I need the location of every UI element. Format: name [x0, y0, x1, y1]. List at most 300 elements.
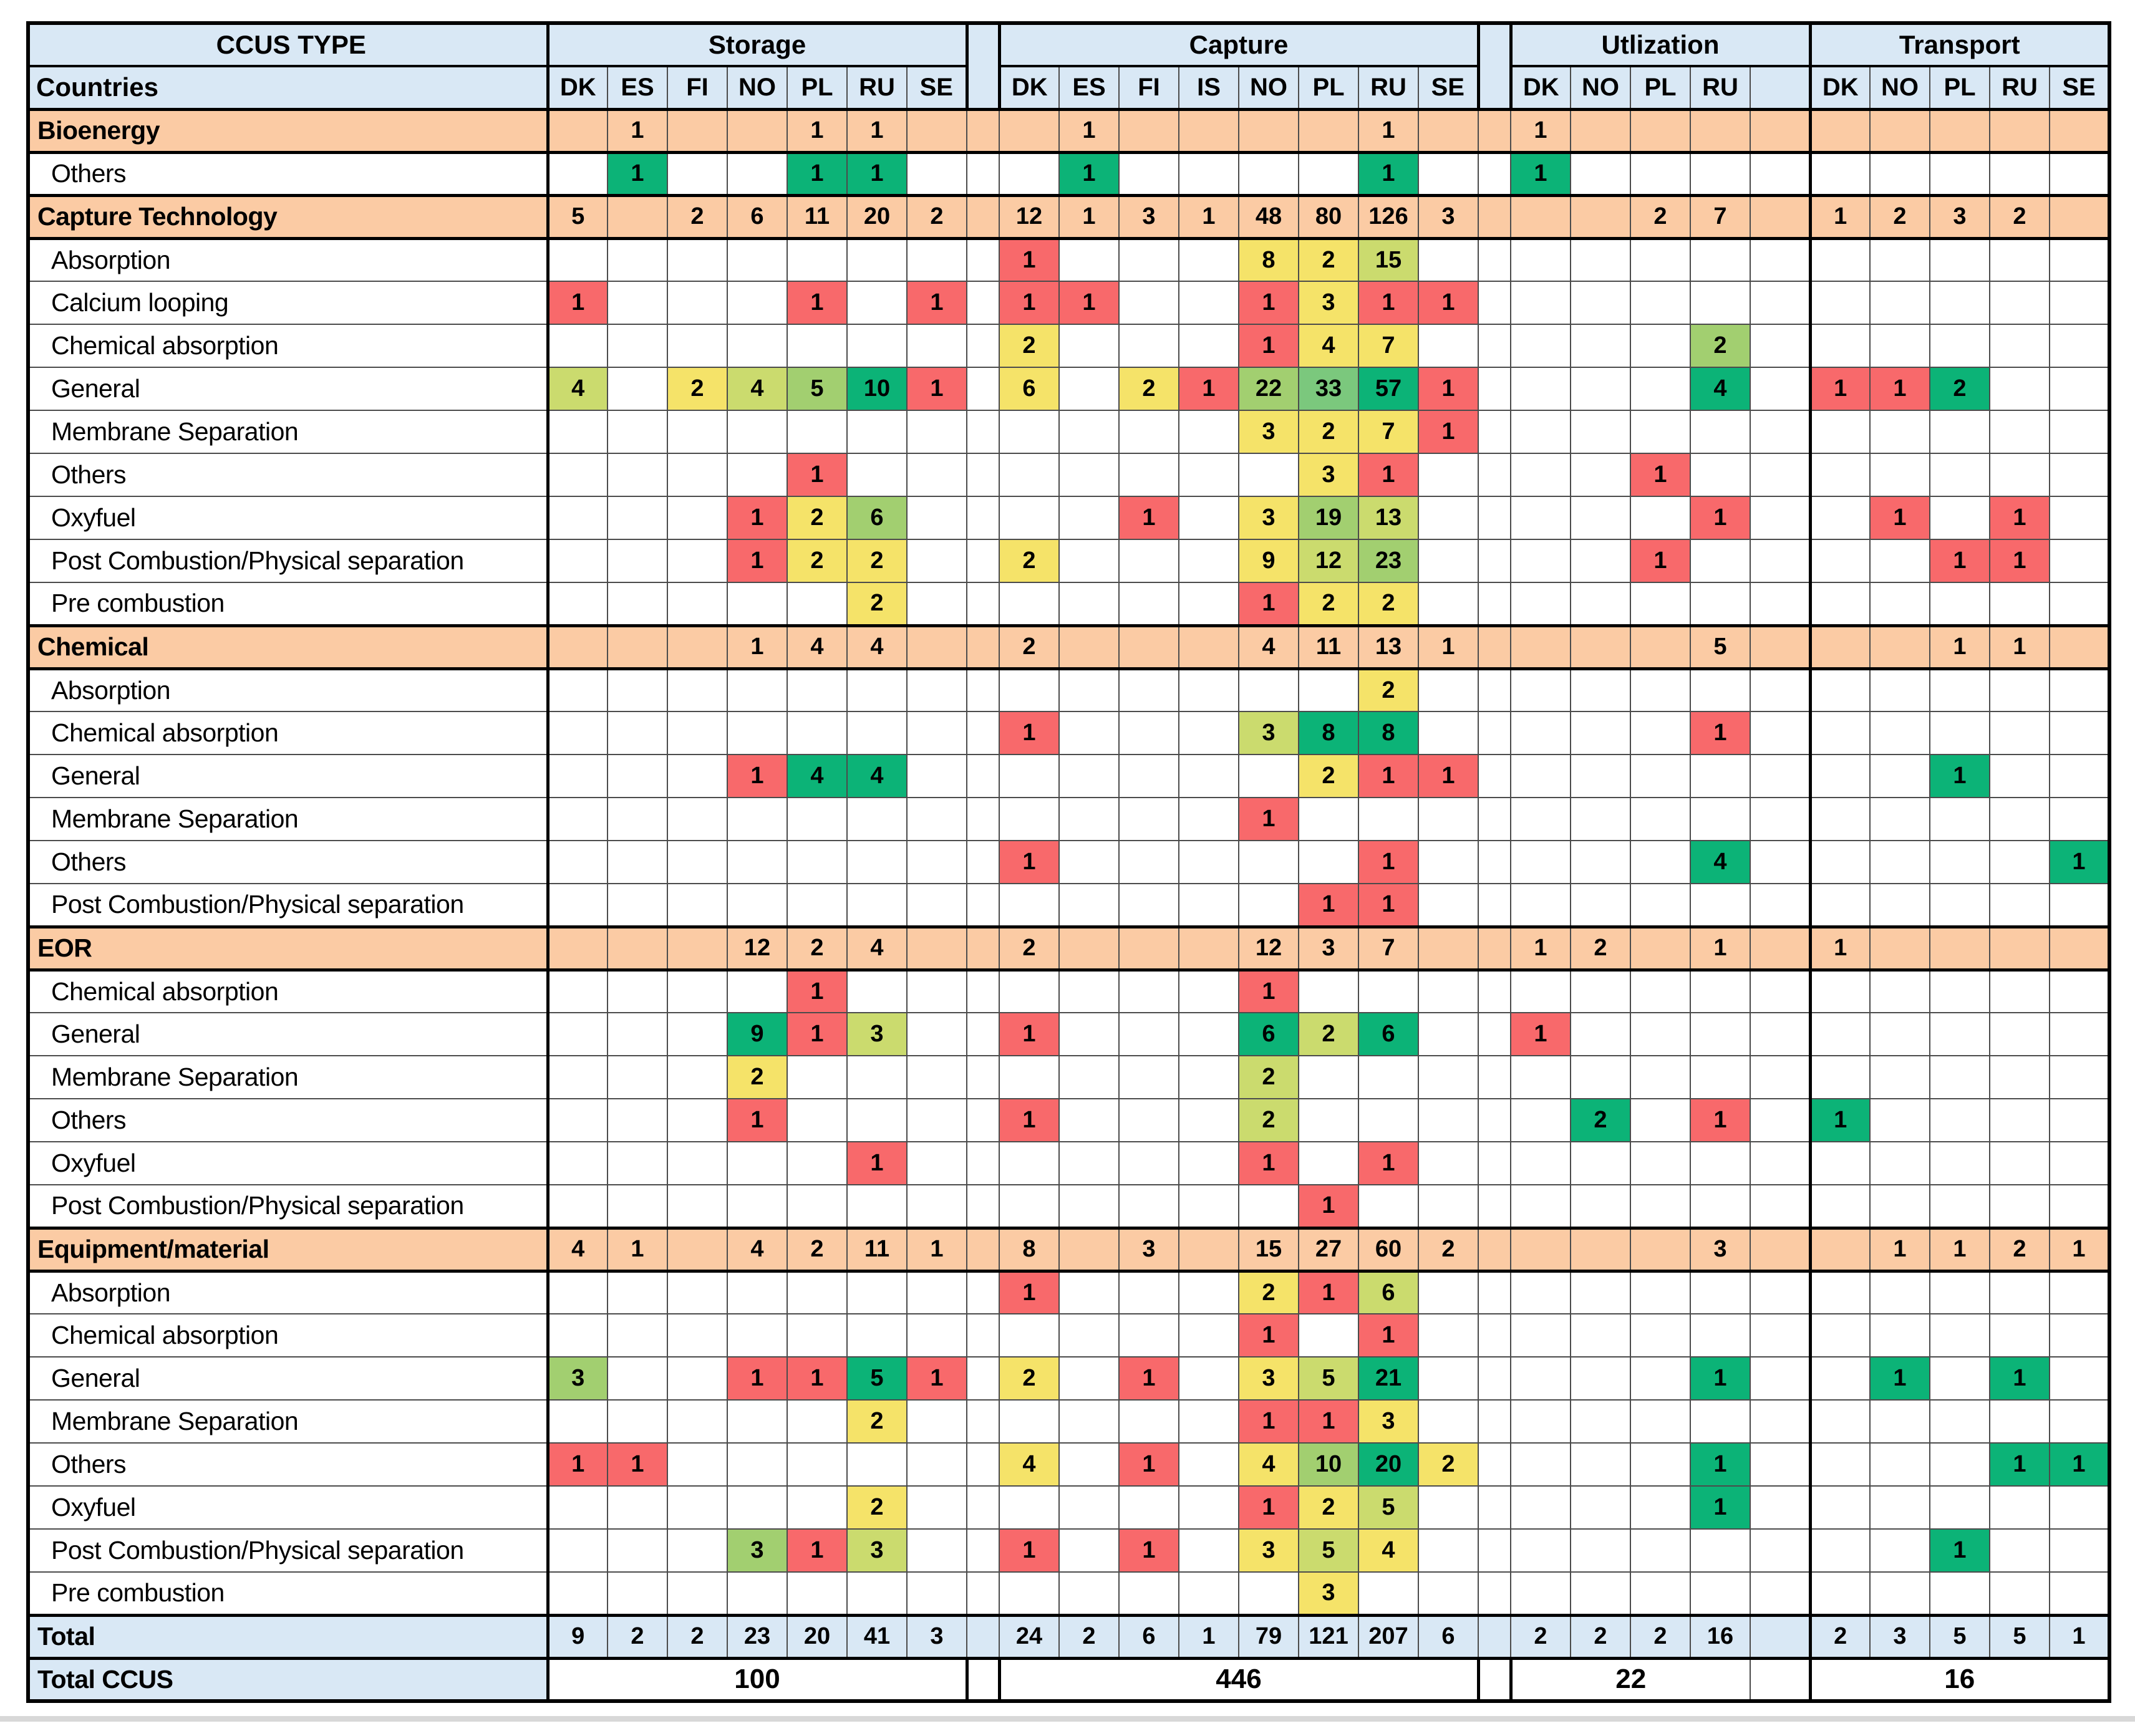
- empty-cell: [608, 927, 667, 970]
- empty-cell: [1630, 927, 1690, 970]
- empty-cell: [1119, 841, 1179, 884]
- gap-column: [1478, 1099, 1511, 1142]
- row-label: Capture Technology: [28, 195, 548, 238]
- empty-cell: [1418, 1314, 1478, 1357]
- empty-cell: [608, 1271, 667, 1314]
- value-cell: 10: [1299, 1443, 1358, 1486]
- empty-cell: [1179, 238, 1239, 281]
- empty-cell: [667, 539, 727, 582]
- table-row: [28, 668, 2109, 711]
- empty-cell: [1690, 1529, 1750, 1572]
- empty-cell: [1870, 884, 1930, 927]
- table-row: [28, 970, 2109, 1013]
- empty-cell: [1299, 841, 1358, 884]
- value-cell: 48: [1239, 195, 1299, 238]
- empty-cell: [1750, 1443, 1810, 1486]
- empty-cell: [1179, 1013, 1239, 1056]
- empty-cell: [1990, 1056, 2050, 1099]
- value-cell: 1: [1059, 281, 1119, 324]
- empty-cell: [999, 1056, 1059, 1099]
- empty-cell: [667, 453, 727, 496]
- empty-cell: [1870, 1443, 1930, 1486]
- gap-column: [1478, 23, 1511, 109]
- empty-cell: [787, 582, 847, 625]
- value-cell: 1: [2050, 1443, 2109, 1486]
- country-header: FI: [667, 66, 727, 109]
- empty-cell: [1299, 109, 1358, 152]
- empty-cell: [1810, 884, 1870, 927]
- empty-cell: [548, 841, 608, 884]
- empty-cell: [2050, 711, 2109, 755]
- total-ccus-transport: 16: [1810, 1658, 2109, 1701]
- country-header: RU: [847, 66, 907, 109]
- value-cell: 2: [847, 1486, 907, 1529]
- empty-cell: [1511, 281, 1571, 324]
- empty-cell: [1810, 711, 1870, 755]
- value-cell: 1: [787, 1357, 847, 1400]
- empty-cell: [667, 755, 727, 798]
- empty-cell: [907, 1400, 967, 1443]
- empty-cell: [1930, 453, 1990, 496]
- value-cell: 3: [1239, 410, 1299, 453]
- empty-cell: [1630, 1443, 1690, 1486]
- empty-cell: [1179, 1056, 1239, 1099]
- empty-cell: [1571, 1271, 1630, 1314]
- country-header: DK: [548, 66, 608, 109]
- value-cell: 1: [727, 755, 787, 798]
- empty-cell: [1119, 1486, 1179, 1529]
- empty-cell: [787, 798, 847, 841]
- gap-column: [1478, 1056, 1511, 1099]
- empty-cell: [1690, 281, 1750, 324]
- empty-cell: [1418, 1572, 1478, 1615]
- empty-cell: [727, 711, 787, 755]
- gap-column: [967, 539, 999, 582]
- empty-cell: [1990, 238, 2050, 281]
- value-cell: 3: [1299, 453, 1358, 496]
- empty-cell: [727, 109, 787, 152]
- gap-column: [967, 1572, 999, 1615]
- empty-cell: [907, 841, 967, 884]
- empty-cell: [907, 109, 967, 152]
- empty-cell: [847, 1056, 907, 1099]
- empty-cell: [727, 884, 787, 927]
- value-cell: 2: [1571, 1615, 1630, 1658]
- empty-cell: [1990, 841, 2050, 884]
- empty-cell: [1179, 711, 1239, 755]
- empty-cell: [1930, 884, 1990, 927]
- empty-cell: [1630, 152, 1690, 195]
- empty-cell: [667, 1228, 727, 1271]
- gap-column: [967, 410, 999, 453]
- empty-cell: [1418, 711, 1478, 755]
- empty-cell: [2050, 582, 2109, 625]
- empty-cell: [608, 1099, 667, 1142]
- empty-cell: [608, 1486, 667, 1529]
- gap-column: [967, 496, 999, 539]
- empty-cell: [787, 711, 847, 755]
- table-row: [28, 1357, 2109, 1400]
- empty-cell: [787, 668, 847, 711]
- empty-cell: [1750, 195, 1810, 238]
- empty-cell: [1930, 798, 1990, 841]
- gap-column: [1478, 281, 1511, 324]
- value-cell: 2: [1299, 1013, 1358, 1056]
- empty-cell: [667, 1271, 727, 1314]
- gap-column: [967, 1228, 999, 1271]
- empty-cell: [548, 1013, 608, 1056]
- gap-column: [967, 195, 999, 238]
- empty-cell: [1571, 1572, 1630, 1615]
- value-cell: 1: [999, 281, 1059, 324]
- empty-cell: [1179, 1314, 1239, 1357]
- empty-cell: [1750, 324, 1810, 367]
- empty-cell: [667, 1314, 727, 1357]
- empty-cell: [1870, 109, 1930, 152]
- gap-column: [1478, 1572, 1511, 1615]
- empty-cell: [847, 711, 907, 755]
- gap-column: [967, 367, 999, 410]
- country-header: ES: [608, 66, 667, 109]
- value-cell: 3: [1299, 1572, 1358, 1615]
- empty-cell: [847, 1185, 907, 1228]
- country-header: IS: [1179, 66, 1239, 109]
- empty-cell: [1571, 367, 1630, 410]
- value-cell: 1: [907, 1228, 967, 1271]
- empty-cell: [2050, 1572, 2109, 1615]
- table-row: [28, 1185, 2109, 1228]
- group-header-utlization: Utlization: [1511, 23, 1810, 66]
- value-cell: 1: [1358, 841, 1418, 884]
- empty-cell: [1571, 1013, 1630, 1056]
- total-ccus-utilization: 22: [1511, 1658, 1750, 1701]
- row-label: General: [28, 755, 548, 798]
- empty-cell: [1870, 927, 1930, 970]
- empty-cell: [1418, 927, 1478, 970]
- value-cell: 2: [1299, 238, 1358, 281]
- empty-cell: [1930, 324, 1990, 367]
- value-cell: 1: [1059, 195, 1119, 238]
- empty-cell: [667, 884, 727, 927]
- empty-cell: [1059, 453, 1119, 496]
- empty-cell: [1990, 582, 2050, 625]
- country-header: NO: [1239, 66, 1299, 109]
- empty-cell: [1630, 109, 1690, 152]
- empty-cell: [1690, 1271, 1750, 1314]
- value-cell: 1: [1870, 1228, 1930, 1271]
- empty-cell: [1511, 582, 1571, 625]
- value-cell: 2: [1990, 195, 2050, 238]
- empty-cell: [1930, 1013, 1990, 1056]
- empty-cell: [1119, 970, 1179, 1013]
- table-row: [28, 1615, 2109, 1658]
- empty-cell: [1239, 841, 1299, 884]
- value-cell: 1: [727, 1099, 787, 1142]
- empty-cell: [1299, 970, 1358, 1013]
- value-cell: 1: [999, 1013, 1059, 1056]
- gap-column: [1478, 1658, 1511, 1701]
- value-cell: 2: [1511, 1615, 1571, 1658]
- empty-cell: [1179, 1572, 1239, 1615]
- value-cell: 1: [727, 539, 787, 582]
- empty-cell: [1810, 1529, 1870, 1572]
- value-cell: 24: [999, 1615, 1059, 1658]
- empty-cell: [907, 1056, 967, 1099]
- value-cell: 3: [1870, 1615, 1930, 1658]
- value-cell: 207: [1358, 1615, 1418, 1658]
- empty-cell: [1870, 1486, 1930, 1529]
- empty-cell: [1870, 625, 1930, 668]
- gap-column: [1478, 410, 1511, 453]
- empty-cell: [1119, 1572, 1179, 1615]
- value-cell: 1: [1358, 1314, 1418, 1357]
- empty-cell: [1690, 1314, 1750, 1357]
- empty-cell: [907, 1142, 967, 1185]
- empty-cell: [1690, 1572, 1750, 1615]
- empty-cell: [1511, 324, 1571, 367]
- empty-cell: [1179, 539, 1239, 582]
- empty-cell: [2050, 1400, 2109, 1443]
- empty-cell: [1179, 755, 1239, 798]
- empty-cell: [1930, 582, 1990, 625]
- country-header: NO: [1571, 66, 1630, 109]
- empty-cell: [727, 1443, 787, 1486]
- empty-cell: [1571, 798, 1630, 841]
- value-cell: 4: [1239, 1443, 1299, 1486]
- empty-cell: [1119, 884, 1179, 927]
- empty-cell: [1630, 496, 1690, 539]
- empty-cell: [608, 1185, 667, 1228]
- table-row: [28, 367, 2109, 410]
- empty-cell: [1630, 1142, 1690, 1185]
- value-cell: 7: [1358, 324, 1418, 367]
- empty-cell: [548, 1271, 608, 1314]
- empty-cell: [1358, 970, 1418, 1013]
- row-label: Oxyfuel: [28, 1142, 548, 1185]
- empty-cell: [1750, 1486, 1810, 1529]
- gap-column: [1478, 367, 1511, 410]
- empty-cell: [2050, 238, 2109, 281]
- row-label: General: [28, 367, 548, 410]
- value-cell: 2: [1299, 582, 1358, 625]
- value-cell: 9: [1239, 539, 1299, 582]
- value-cell: 1: [1299, 1185, 1358, 1228]
- empty-cell: [787, 1142, 847, 1185]
- empty-cell: [907, 1185, 967, 1228]
- empty-cell: [1571, 281, 1630, 324]
- row-label: Equipment/material: [28, 1228, 548, 1271]
- empty-cell: [1810, 755, 1870, 798]
- gap-column: [1478, 884, 1511, 927]
- empty-cell: [2050, 367, 2109, 410]
- row-label: Post Combustion/Physical separation: [28, 884, 548, 927]
- empty-cell: [999, 884, 1059, 927]
- empty-cell: [1059, 324, 1119, 367]
- empty-cell: [1179, 1529, 1239, 1572]
- empty-cell: [548, 1572, 608, 1615]
- gap-column: [967, 884, 999, 927]
- gap-column: [1478, 625, 1511, 668]
- value-cell: 5: [1690, 625, 1750, 668]
- empty-cell: [1571, 109, 1630, 152]
- empty-cell: [1179, 970, 1239, 1013]
- empty-cell: [1571, 1529, 1630, 1572]
- empty-cell: [1870, 539, 1930, 582]
- empty-cell: [608, 668, 667, 711]
- empty-cell: [999, 1314, 1059, 1357]
- empty-cell: [1119, 453, 1179, 496]
- empty-cell: [1930, 281, 1990, 324]
- empty-cell: [787, 238, 847, 281]
- row-label: Pre combustion: [28, 1572, 548, 1615]
- empty-cell: [1810, 324, 1870, 367]
- empty-cell: [1119, 109, 1179, 152]
- empty-cell: [1059, 496, 1119, 539]
- total-ccus-capture: 446: [999, 1658, 1478, 1701]
- table-row: [28, 1271, 2109, 1314]
- empty-cell: [1418, 668, 1478, 711]
- table-row: [28, 1013, 2109, 1056]
- empty-cell: [1179, 927, 1239, 970]
- empty-cell: [1990, 324, 2050, 367]
- value-cell: 1: [1930, 625, 1990, 668]
- empty-cell: [548, 238, 608, 281]
- empty-cell: [2050, 1314, 2109, 1357]
- value-cell: 2: [1571, 1099, 1630, 1142]
- empty-cell: [608, 625, 667, 668]
- empty-cell: [1511, 195, 1571, 238]
- empty-cell: [907, 755, 967, 798]
- empty-cell: [667, 625, 727, 668]
- value-cell: 1: [787, 1529, 847, 1572]
- empty-cell: [1870, 755, 1930, 798]
- empty-cell: [1119, 798, 1179, 841]
- table-row: [28, 281, 2109, 324]
- ccus-type-header: CCUS TYPE: [28, 23, 548, 66]
- empty-cell: [907, 324, 967, 367]
- empty-cell: [1750, 1271, 1810, 1314]
- value-cell: 1: [1690, 1486, 1750, 1529]
- empty-cell: [1239, 884, 1299, 927]
- value-cell: 1: [1511, 109, 1571, 152]
- empty-cell: [1059, 1142, 1119, 1185]
- row-label: Others: [28, 1099, 548, 1142]
- value-cell: 3: [1299, 281, 1358, 324]
- empty-cell: [727, 281, 787, 324]
- empty-cell: [1870, 970, 1930, 1013]
- empty-cell: [1418, 1056, 1478, 1099]
- value-cell: 1: [1299, 1271, 1358, 1314]
- value-cell: 2: [787, 927, 847, 970]
- value-cell: 1: [1239, 1314, 1299, 1357]
- empty-cell: [1750, 453, 1810, 496]
- value-cell: 4: [1299, 324, 1358, 367]
- value-cell: 1: [907, 367, 967, 410]
- gap-column: [967, 1658, 999, 1701]
- empty-cell: [1630, 1400, 1690, 1443]
- empty-cell: [999, 1572, 1059, 1615]
- empty-cell: [1690, 109, 1750, 152]
- empty-cell: [787, 1443, 847, 1486]
- empty-cell: [1870, 1099, 1930, 1142]
- empty-cell: [907, 152, 967, 195]
- empty-cell: [1299, 1056, 1358, 1099]
- empty-cell: [667, 1486, 727, 1529]
- value-cell: 3: [1358, 1400, 1418, 1443]
- value-cell: 33: [1299, 367, 1358, 410]
- empty-cell: [1990, 453, 2050, 496]
- gap-column: [1478, 238, 1511, 281]
- empty-cell: [847, 798, 907, 841]
- empty-cell: [1750, 1228, 1810, 1271]
- empty-cell: [1059, 410, 1119, 453]
- value-cell: 1: [1630, 453, 1690, 496]
- value-cell: 11: [1299, 625, 1358, 668]
- gap-column: [967, 324, 999, 367]
- empty-cell: [1059, 1185, 1119, 1228]
- empty-cell: [1511, 755, 1571, 798]
- value-cell: 1: [999, 1271, 1059, 1314]
- value-cell: 2: [907, 195, 967, 238]
- empty-cell: [1511, 711, 1571, 755]
- empty-cell: [548, 1400, 608, 1443]
- value-cell: 1: [1810, 195, 1870, 238]
- empty-cell: [1511, 367, 1571, 410]
- empty-cell: [1930, 496, 1990, 539]
- empty-cell: [1630, 841, 1690, 884]
- table-row: [28, 1486, 2109, 1529]
- empty-cell: [1690, 453, 1750, 496]
- empty-cell: [727, 1142, 787, 1185]
- value-cell: 1: [1059, 152, 1119, 195]
- empty-cell: [2050, 625, 2109, 668]
- table-row: [28, 711, 2109, 755]
- country-header: NO: [727, 66, 787, 109]
- value-cell: 4: [787, 625, 847, 668]
- gap-column: [967, 1013, 999, 1056]
- empty-cell: [1571, 1142, 1630, 1185]
- empty-cell: [727, 324, 787, 367]
- empty-cell: [1119, 152, 1179, 195]
- empty-cell: [1418, 1400, 1478, 1443]
- empty-cell: [667, 798, 727, 841]
- empty-cell: [2050, 281, 2109, 324]
- country-header: FI: [1119, 66, 1179, 109]
- empty-cell: [1990, 152, 2050, 195]
- country-header: NO: [1870, 66, 1930, 109]
- empty-cell: [1511, 1443, 1571, 1486]
- empty-cell: [667, 1572, 727, 1615]
- value-cell: 1: [1418, 755, 1478, 798]
- value-cell: 6: [999, 367, 1059, 410]
- empty-cell: [667, 1185, 727, 1228]
- empty-cell: [1630, 711, 1690, 755]
- empty-cell: [1511, 453, 1571, 496]
- empty-cell: [999, 970, 1059, 1013]
- value-cell: 1: [1119, 1529, 1179, 1572]
- empty-cell: [907, 927, 967, 970]
- row-label: Chemical absorption: [28, 324, 548, 367]
- empty-cell: [667, 668, 727, 711]
- empty-cell: [1119, 281, 1179, 324]
- empty-cell: [999, 453, 1059, 496]
- table-row: [28, 927, 2109, 970]
- empty-cell: [1870, 711, 1930, 755]
- row-label: Others: [28, 152, 548, 195]
- empty-cell: [1119, 625, 1179, 668]
- ccus-table: [26, 21, 2111, 1703]
- empty-cell: [847, 281, 907, 324]
